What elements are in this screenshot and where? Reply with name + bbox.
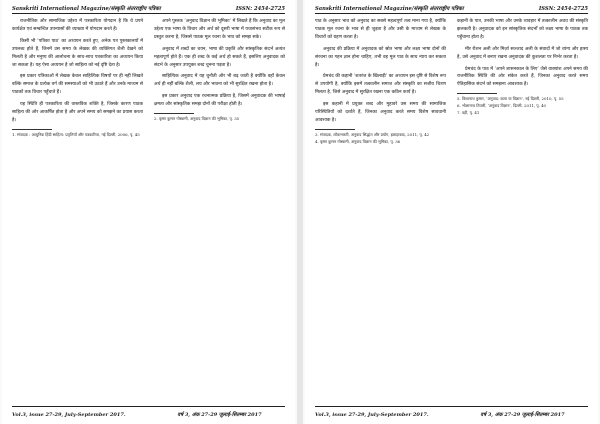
paragraph: प्रेमचंद के पाठ में ‘अपने शासनकाल के लिए’ जैसे वाक्यांश अपने समय की राजनीतिक स्थिति की ओर संकेत करते हैं, जिनका अनुवाद करते समय ऐतिहासिक संदर्भ को समझना आवश्यक है। <box>457 66 588 88</box>
paragraph: पाठ के अनुसार भाव को अनुवाद का सबसे महत्वपूर्ण तत्व माना गया है, क्योंकि पाठक मूल रचना के भाव से ही जुड़ता है और उसी के माध्यम से लेखक के विचारों को ग्रहण करता है। <box>315 19 446 40</box>
paragraph: इस प्रकार पत्रिकाओं में लेखक केवल साहित्यिक विषयों पर ही नहीं लिखते बल्कि समाज के प्रत्येक वर्ग की समस्याओं को भी उठाते हैं और उनके माध्यम से पाठकों तक विचार पहुँचाते हैं। <box>12 74 143 96</box>
left-page <box>2 0 295 424</box>
footer-volume-hindi: वर्ष 3, अंक 27-29 जुलाई-सितम्बर 2017 <box>177 412 262 418</box>
paragraph: राजनीतिक और सामाजिक उद्देश्य में पत्रकारिता योगदान है कि वे प्रपने कार्यक्षेत्र एवं सम्बन्धित उपन्यासों की व्याख्या में योगदान करते हैं। <box>12 19 143 32</box>
issn: ISSN: 2454-2725 <box>538 6 588 12</box>
paragraph: इस कहानी में प्रयुक्त शब्द और मुहावरे उस समय की सामाजिक परिस्थितियों को दर्शाते हैं, जिनका अनुवाद करते समय विशेष सावधानी आवश्यक है। <box>315 102 446 123</box>
issn: ISSN: 2454-2725 <box>235 6 285 12</box>
footnote-rule <box>12 129 52 130</box>
paragraph: कहानी के पात्र, उनकी भाषा और उनके व्यवहार में तत्कालीन अवध की संस्कृति झलकती है। अनुवादक को इन सांस्कृतिक संदर्भों को लक्ष्य भाषा के पाठक तक पहुँचाना होता है। <box>457 19 588 40</box>
book-gutter <box>297 0 303 424</box>
paragraph: अनुवाद की प्रक्रिया में अनुवादक को स्रोत भाषा और लक्ष्य भाषा दोनों की संरचना का गहन ज्ञान होना चाहिए, तभी वह मूल पाठ के साथ न्याय कर सकता है। <box>315 46 446 68</box>
footnote: 3. संपादक, लोकभारती, अनुवाद सिद्धांत और प्रयोग, इलाहाबाद, 2011, पृ. 42 <box>315 131 430 137</box>
paragraph: किसी भी ‘पत्रिका पाठ’ का अध्ययन करते हुए, अनेक पत्र पुस्तकालयों में उपलब्ध होते हैं, जिनमें उस समय के लेखक की व्यक्तिगत शैली देखने को मिलती है और मनुष्य की आलोचना के साथ-साथ पत्रकारिता का अध्ययन किया जा सकता है। यह ऐसा अध्ययन है जो साहित्य को नई दृष्टि देता है। <box>12 38 143 68</box>
journal-name: Sanskriti International Magazine/संस्कृति अंतरराष्ट्रीय पत्रिका <box>315 6 464 12</box>
footnote: 2. कृष्ण कुमार गोस्वामी, अनुवाद विज्ञान की भूमिका, पृ. 35 <box>154 116 240 122</box>
footnote-rule <box>457 93 497 94</box>
footnote-rule <box>315 129 355 130</box>
paragraph: साहित्यिक अनुवाद में यह चुनौती और भी बढ़ जाती है क्योंकि वहाँ केवल अर्थ ही नहीं बल्कि शैली, लय और भावना को भी सुरक्षित रखना होता है। <box>154 74 285 88</box>
footer-volume-hindi: वर्ष 3, अंक 27-29 जुलाई-सितम्बर 2017 <box>480 412 565 418</box>
footnote: 1. संपादक : आधुनिक हिंदी साहित्य: प्रवृत्तियाँ और पत्रकारिता, नई दिल्ली, 2006, पृ. 45 <box>12 131 140 137</box>
right-footer <box>315 412 588 418</box>
header-rule <box>12 13 285 14</box>
paragraph: अपने पुस्तक ‘अनुवाद विज्ञान की भूमिका’ में लिखते हैं कि अनुवाद का मूल उद्देश्य एक भाषा के विचार और अर्थ को दूसरी भाषा में यथासंभव सटीक रूप से प्रस्तुत करना है, जिससे पाठक मूल रचना के भाव को समझ सके। <box>154 19 285 40</box>
paragraph: अनुवाद में शब्दों का चयन, भाषा की प्रकृति और सांस्कृतिक संदर्भ अत्यंत महत्वपूर्ण होते हैं। एक ही शब्द के कई अर्थ हो सकते हैं, इसलिए अनुवादक को संदर्भ के अनुसार उपयुक्त शब्द चुनना पड़ता है। <box>154 46 285 68</box>
footnote: 6. भोलानाथ तिवारी, ‘अनुवाद विज्ञान’, दिल्ली, 2011, पृ. 40 <box>457 103 547 109</box>
right-page <box>305 0 598 424</box>
paragraph: इस प्रकार अनुवाद एक रचनात्मक प्रक्रिया है, जिसमें अनुवादक की भाषाई क्षमता और सांस्कृतिक समझ दोनों की परीक्षा होती है। <box>154 94 285 108</box>
paragraph: मीर रौशन अली और मिर्ज़ा सज्जाद अली के संवादों में जो व्यंग्य और हास्य है, उसे अनुवाद में बनाए रखना अनुवादक की कुशलता पर निर्भर करता है। <box>457 46 588 60</box>
right-column-2 <box>457 18 588 364</box>
footnote-rule <box>154 113 194 114</box>
footer-rule <box>315 406 588 407</box>
left-footer <box>12 412 285 418</box>
right-header <box>315 4 588 12</box>
footer-volume: Vol.3, issue 27-29, July-September 2017. <box>12 412 126 418</box>
footer-volume: Vol.3, issue 27-29, July-September 2017. <box>315 412 429 418</box>
footer-rule <box>12 406 285 407</box>
right-column-1 <box>315 18 446 364</box>
footnote: 7. वही, पृ. 41 <box>457 110 480 116</box>
footnote: 5. विश्वनाथ कुमार, ‘अनुवाद: कला या विज्ञान’, नई दिल्ली, 2010, पृ. 55 <box>457 96 564 102</box>
paragraph: प्रेमचंद की कहानी ‘शतरंज के खिलाड़ी’ का अध्ययन इस दृष्टि से विशेष रूप से उपयोगी है, क्योंकि इसमें तत्कालीन समाज और संस्कृति का सजीव चित्रण मिलता है, जिसे अनुवाद में सुरक्षित रखना एक कठिन कार्य है। <box>315 74 446 96</box>
journal-name: Sanskriti International Magazine/संस्कृति अंतरराष्ट्रीय पत्रिका <box>12 6 161 12</box>
left-column-1 <box>12 18 143 364</box>
left-column-2 <box>154 18 285 364</box>
paragraph: यह स्थिति ही पत्रकारिता की वास्तविक शक्ति है, जिसके कारण पाठक साहित्य की ओर आकर्षित होता है और अपने समय को समझने का प्रयास करता है। <box>12 102 143 123</box>
header-rule <box>315 13 588 14</box>
footnote: 4. कृष्ण कुमार गोस्वामी, अनुवाद विज्ञान की भूमिका, पृ. 36 <box>315 138 401 144</box>
left-header <box>12 4 285 12</box>
